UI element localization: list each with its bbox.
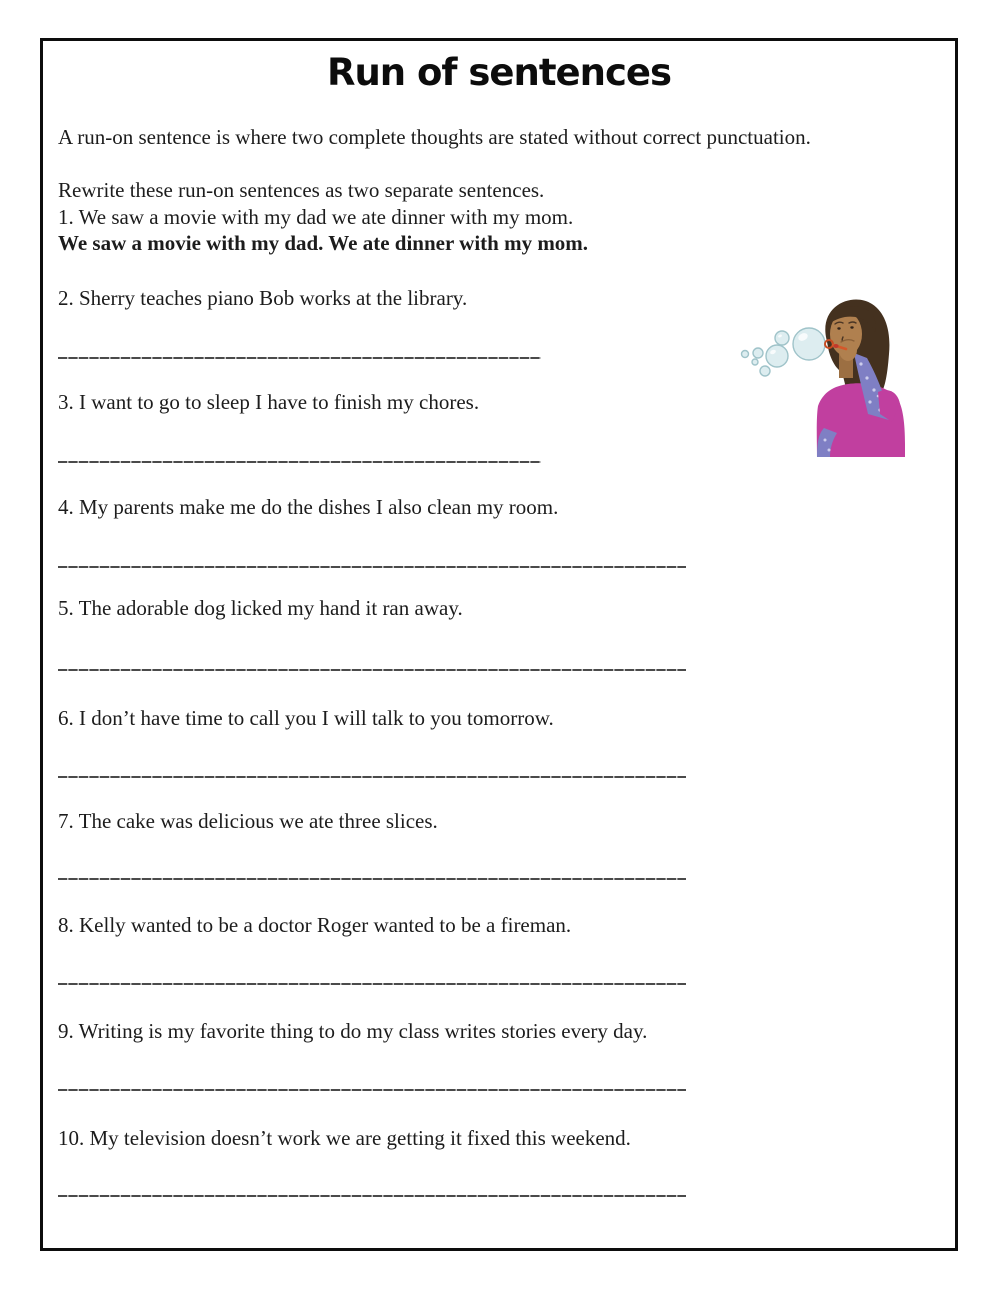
example-corrected: We saw a movie with my dad. We ate dinner with my mom. [58, 231, 589, 255]
question-3-text: 3. I want to go to sleep I have to finish my chores. [58, 390, 480, 414]
question-4-answer-blank[interactable] [58, 566, 686, 568]
question-8-text: 8. Kelly wanted to be a doctor Roger wanted to be a fireman. [58, 913, 572, 937]
instructions-text: Rewrite these run-on sentences as two separate sentences. [58, 178, 545, 202]
question-6-answer-blank[interactable] [58, 776, 686, 778]
question-2-text: 2. Sherry teaches piano Bob works at the library. [58, 286, 468, 310]
question-6-text: 6. I don’t have time to call you I will talk to you tomorrow. [58, 706, 554, 730]
example-runon: 1. We saw a movie with my dad we ate dinner with my mom. [58, 205, 574, 229]
question-5-answer-blank[interactable] [58, 669, 686, 671]
intro-text: A run-on sentence is where two complete thoughts are stated without correct punctuation. [58, 125, 811, 149]
bubbles-icon [742, 328, 826, 376]
question-8-answer-blank[interactable] [58, 983, 686, 985]
question-2-answer-blank[interactable] [58, 357, 541, 359]
question-3-answer-blank[interactable] [58, 461, 541, 463]
question-7-text: 7. The cake was delicious we ate three slices. [58, 809, 438, 833]
question-4-text: 4. My parents make me do the dishes I also clean my room. [58, 495, 559, 519]
question-9-answer-blank[interactable] [58, 1089, 686, 1091]
page-title: Run of sentences [326, 51, 672, 94]
worksheet-page [40, 38, 958, 1251]
question-5-text: 5. The adorable dog licked my hand it ran away. [58, 596, 463, 620]
question-10-text: 10. My television doesn’t work we are getting it fixed this weekend. [58, 1126, 631, 1150]
question-7-answer-blank[interactable] [58, 878, 686, 880]
girl-blowing-bubbles-illustration [730, 292, 920, 457]
question-9-text: 9. Writing is my favorite thing to do my class writes stories every day. [58, 1019, 648, 1043]
question-10-answer-blank[interactable] [58, 1195, 686, 1197]
